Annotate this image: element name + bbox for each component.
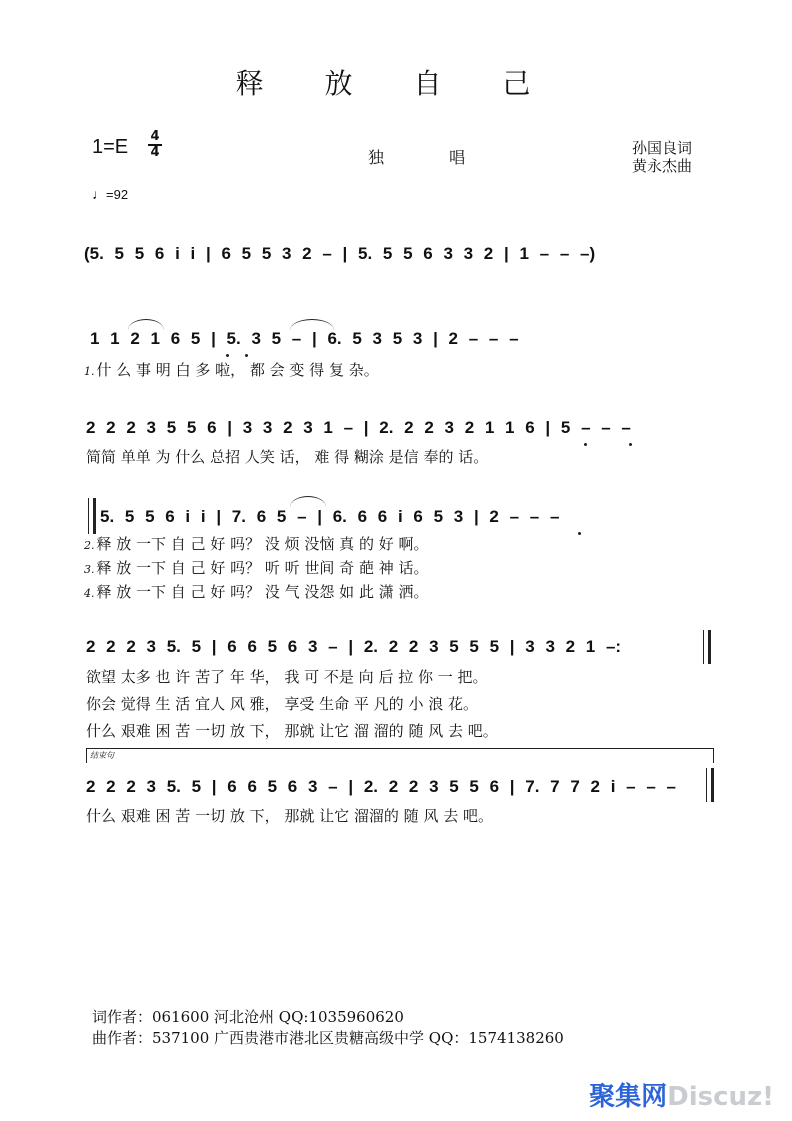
composer-info: 曲作者：537100 广西贵港市港北区贵糖高级中学 QQ：1574138260 xyxy=(92,1029,564,1047)
lyricist-credit: 孙国良词 xyxy=(632,139,693,157)
line2-notes: 2 2 2 3 5 5 6 | 3 3 2 3 1 – | 2. 2 2 3 2 1 1 6 | 5 – – – xyxy=(86,418,631,437)
watermark-part2: Discuz! xyxy=(667,1082,774,1112)
composer-credit: 黄永杰曲 xyxy=(632,157,693,175)
line1-lyric xyxy=(84,360,379,380)
final-barline xyxy=(706,768,714,802)
slur xyxy=(128,319,164,330)
tempo-marking xyxy=(92,186,128,202)
watermark-part1: 聚集网 xyxy=(589,1082,668,1112)
song-title: 释 放 自 己 xyxy=(235,67,557,100)
low-octave-dot xyxy=(226,354,229,357)
verse-number: 1. xyxy=(84,365,95,378)
line2-lyric: 简简 单单 为 什么 总招 人笑 话， 难 得 糊涂 是信 奉的 话。 xyxy=(86,448,489,466)
verse-number: 2. xyxy=(84,539,95,552)
verse4-lyric xyxy=(84,582,429,602)
repeat-start-barline xyxy=(88,498,96,534)
line3-notes: 5. 5 5 6 i i | 7. 6 5 – | 6. 6 6 i 6 5 3 | 2 – – – xyxy=(100,507,560,526)
verse2-lyric xyxy=(84,534,429,554)
low-octave-dot xyxy=(629,443,632,446)
key-signature: 1=E xyxy=(92,136,129,158)
low-octave-dot xyxy=(578,532,581,535)
performance-type: 独 唱 xyxy=(368,148,496,167)
time-signature-bottom: 4 xyxy=(148,144,162,160)
line4-lyric-c: 什么 艰难 困 苦 一切 放 下， 那就 让它 溜 溜的 随 风 去 吧。 xyxy=(86,722,498,740)
verse3-lyric-text: 释 放 一下 自 己 好 吗？ 听 听 世间 奇 葩 神 话。 xyxy=(96,559,429,577)
low-octave-dot xyxy=(245,354,248,357)
lyricist-info: 词作者：061600 河北沧州 QQ:1035960620 xyxy=(92,1008,404,1026)
line5-notes: 2 2 2 3 5. 5 | 6 6 5 6 3 – | 2. 2 2 3 5 5 6 | 7. 7 7 2 i – – – xyxy=(86,777,676,796)
line1-lyric-text: 什 么 事 明 白 多 啦， 都 会 变 得 复 杂。 xyxy=(96,361,379,379)
time-signature xyxy=(148,130,162,160)
line4-lyric-a: 欲望 太多 也 许 苦了 年 华， 我 可 不是 向 后 拉 你 一 把。 xyxy=(86,668,488,686)
slur xyxy=(290,496,326,507)
ending-bracket xyxy=(86,748,714,763)
tempo-value: =92 xyxy=(106,187,129,202)
verse3-lyric xyxy=(84,558,429,578)
intro-notes: (5. 5 5 6 i i | 6 5 5 3 2 – | 5. 5 5 6 3 3 2 | 1 – – –) xyxy=(84,244,596,263)
line1-notes: 1 1 2 1 6 5 | 5. 3 5 – | 6. 5 3 5 3 | 2 – – – xyxy=(90,329,519,348)
repeat-end-barline xyxy=(703,630,711,664)
line4-notes: 2 2 2 3 5. 5 | 6 6 5 6 3 – | 2. 2 2 3 5 5 5 | 3 3 2 1 –: xyxy=(86,637,622,656)
quarter-note-icon: ♩ xyxy=(92,186,106,202)
ending-label: 结束句 xyxy=(90,751,114,760)
line5-lyric: 什么 艰难 困 苦 一切 放 下， 那就 让它 溜溜的 随 风 去 吧。 xyxy=(86,807,493,825)
time-signature-top: 4 xyxy=(150,129,160,144)
line4-lyric-b: 你会 觉得 生 活 宜人 风 雅， 享受 生命 平 凡的 小 浪 花。 xyxy=(86,695,478,713)
verse-number: 4. xyxy=(84,587,95,600)
slur xyxy=(290,319,334,330)
low-octave-dot xyxy=(584,443,587,446)
watermark-logo xyxy=(589,1076,774,1113)
verse2-lyric-text: 释 放 一下 自 己 好 吗？ 没 烦 没恼 真 的 好 啊。 xyxy=(96,535,429,553)
verse4-lyric-text: 释 放 一下 自 己 好 吗？ 没 气 没怨 如 此 潇 洒。 xyxy=(96,583,429,601)
verse-number: 3. xyxy=(84,563,95,576)
